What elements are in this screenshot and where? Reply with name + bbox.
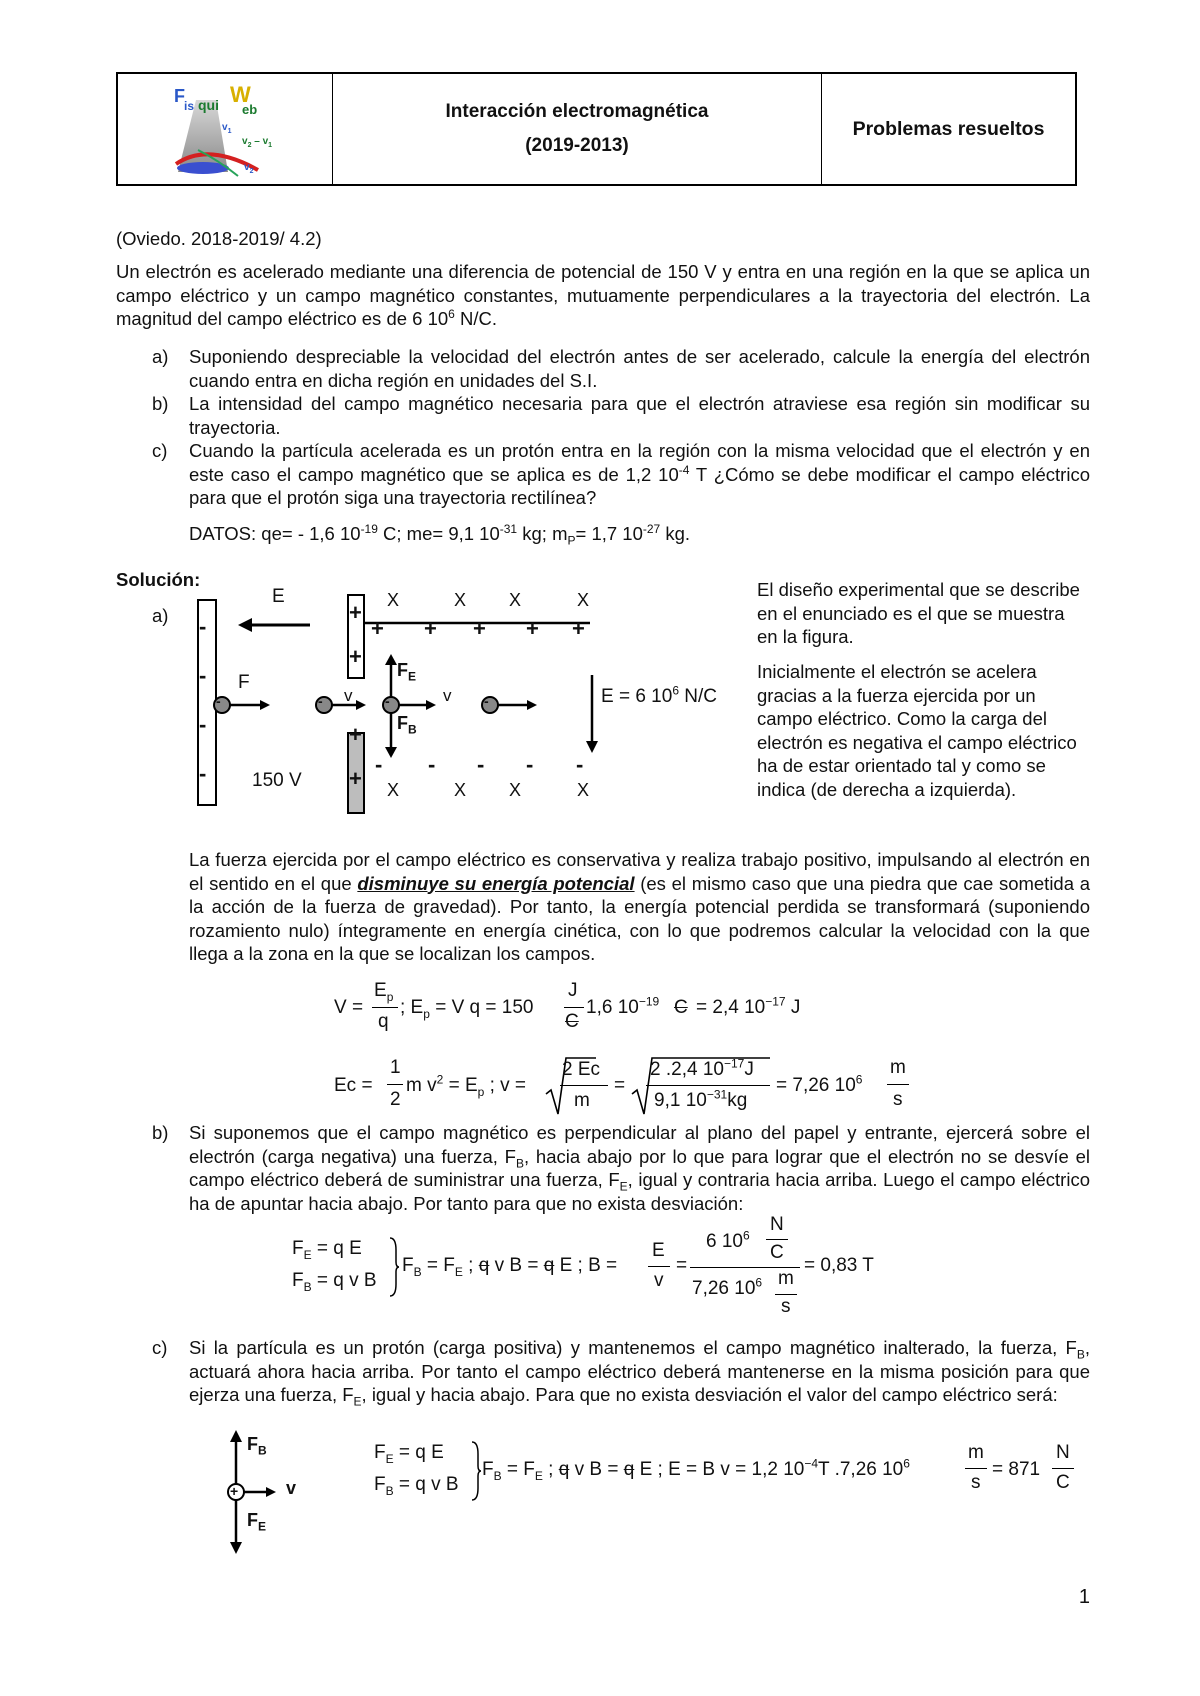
left-plate-minus-1: - bbox=[199, 614, 207, 639]
lower-plate-plus-1: + bbox=[349, 722, 362, 747]
fisquiweb-logo bbox=[168, 80, 298, 180]
upper-plate-plus-2: + bbox=[349, 644, 362, 669]
v-arrow-head-3 bbox=[527, 700, 537, 710]
doc-years: (2019-2013) bbox=[525, 135, 629, 156]
proton-sign: + bbox=[230, 1483, 239, 1499]
equation-4: $F_E = q$ E $F_B = q$ v B $F_B = F_E$ ; q v B = q E ; E = B v = 1,2 $10^{-4}T$ .7,26 $10^6$ m s = 871 N C bbox=[374, 1436, 1094, 1516]
fe-down-head bbox=[230, 1542, 242, 1554]
x-mark-top-1: X bbox=[387, 590, 400, 610]
diagram-v-label-1: v bbox=[344, 686, 353, 705]
x-mark-bottom-2: X bbox=[454, 780, 467, 800]
solution-heading: Solución: bbox=[116, 569, 201, 590]
side-text-1: El diseño experimental que se describe en el enunciado es el que se muestra en la figura. bbox=[757, 579, 1080, 647]
paragraph-c: Si la partícula es un protón (carga positiva) y mantenemos el campo magnético inalterado, la fuerza, $F_B$, actuará ahora hacia arriba. Por tanto el campo eléctrico deberá mantenerse en la misma posición para que ejerza una fuerza, $F_E$, igual y hacia abajo. Para que no exista desviación el valor del campo eléctrico será: bbox=[189, 1337, 1090, 1409]
problem-statement: Un electrón es acelerado mediante una diferencia de potencial de 150 V y entra en una región en la que se aplica un campo eléctrico y un campo magnético constantes, mutuamente perpendiculares a la trayectoria del electrón. La magnitud del campo eléctrico es de 6 $10^6$ N/C. bbox=[116, 261, 1090, 329]
x-mark-top-2: X bbox=[454, 590, 467, 610]
problem-source: (Oviedo. 2018-2019/ 4.2) bbox=[116, 228, 322, 249]
logo-label-v1: $v_1$ bbox=[222, 122, 232, 135]
doc-title: Interacción electromagnética bbox=[445, 101, 709, 122]
svg-text:F: F bbox=[174, 86, 185, 106]
diagram-c-fb-label: $F_B$ bbox=[247, 1434, 267, 1458]
solution-c-label: c) bbox=[152, 1337, 168, 1358]
item-c-text: Cuando la partícula acelerada es un protón entra en la región con la misma velocidad que el electrón y en este caso el campo magnético que se aplica es de 1,2 $10^{-4}$ T ¿Cómo se debe modificar el campo eléctrico para que el protón siga una trayectoria rectilínea? bbox=[189, 440, 1090, 508]
lower-minus-1: - bbox=[375, 752, 383, 777]
fb-arrow-head bbox=[385, 747, 397, 758]
equation-2: Ec = 1 2 m $v^2 = E_p$ ; v = 2 Ec m = 2 .2,4 $10^{-17}J$ 9,1 $10^{-31}kg$ = 7,26 $10^6$ m s bbox=[334, 1054, 934, 1124]
paragraph-a: La fuerza ejercida por el campo eléctrico es conservativa y realiza trabajo positivo, impulsando al electrón en el sentido en el que disminuye su energía potencial (es el mismo caso que una piedra que cae sometida a la acción de la fuerza de gravedad). Por tanto, la energía potencial perdida se transformará (suponiendo rozamiento nulo) íntegramente en energía cinética, con lo que podremos calcular la velocidad con la que llega a la zona en la que se localizan los campos. bbox=[189, 849, 1090, 964]
upper-line-plus-3: + bbox=[473, 616, 486, 641]
lower-minus-4: - bbox=[526, 752, 534, 777]
upper-line-plus-4: + bbox=[526, 616, 539, 641]
left-plate-minus-3: - bbox=[199, 712, 207, 737]
item-a-text: Suponiendo despreciable la velocidad del electrón antes de ser acelerado, calcule la energía del electrón cuando entra en dicha región en unidades del S.I. bbox=[189, 346, 1090, 391]
side-text-2: Inicialmente el electrón se acelera gracias a la fuerza ejercida por un campo eléctrico. Como la carga del electrón es negativa el campo eléctrico ha de estar orientado tal y como se indica (de derecha a izquierda). bbox=[757, 661, 1077, 800]
electron-start-sign: - bbox=[216, 693, 221, 709]
upper-line-plus-5: + bbox=[572, 616, 585, 641]
svg-text:is: is bbox=[184, 99, 195, 113]
x-mark-top-3: X bbox=[509, 590, 522, 610]
header-title-cell bbox=[333, 74, 822, 184]
item-a-label: a) bbox=[152, 346, 169, 367]
equation-1: V = $E_p$ q ; $E_p = V$ q = 150 J C 1,6 $10^{-19}$ C = 2,4 $10^{-17}$ J bbox=[334, 980, 801, 1032]
equation-3: $F_E = q$ E $F_B = q$ v B $F_B = F_E$ ; q v B = q E ; B = E v = 6 $10^6$ N C 7,26 $10^6$ m s = 0,83 T bbox=[292, 1214, 874, 1317]
x-mark-bottom-3: X bbox=[509, 780, 522, 800]
x-mark-top-4: X bbox=[577, 590, 590, 610]
paragraph-b: Si suponemos que el campo magnético es perpendicular al plano del papel y entrante, ejercerá sobre el electrón (carga negativa) una fuerza, $F_B$, hacia abajo por lo que para lograr que el electrón no se desvíe el campo eléctrico deberá de suministrar una fuerza, $F_E$, igual y contraria hacia arriba. Luego el campo eléctrico ha de apuntar hacia abajo. Por tanto para que no exista desviación: bbox=[189, 1122, 1090, 1214]
v-arrow-head-1 bbox=[356, 700, 366, 710]
upper-line-plus-1: + bbox=[371, 616, 384, 641]
v-right-head bbox=[266, 1487, 276, 1497]
x-mark-bottom-1: X bbox=[387, 780, 400, 800]
upper-plate-plus-1: + bbox=[349, 600, 362, 625]
diagram-fe-label: $F_E$ bbox=[397, 660, 417, 684]
logo-label-v2-v1: $v_2 - v_1$ bbox=[242, 136, 273, 149]
e-arrow-head bbox=[238, 618, 252, 632]
solution-b-label: b) bbox=[152, 1122, 169, 1143]
svg-text:W: W bbox=[230, 82, 251, 107]
item-b-label: b) bbox=[152, 393, 169, 414]
lower-minus-2: - bbox=[428, 752, 436, 777]
v-arrow-head-2 bbox=[426, 700, 436, 710]
svg-text:eb: eb bbox=[242, 102, 258, 117]
diagram-v-label-2: v bbox=[443, 686, 452, 705]
item-c-label: c) bbox=[152, 440, 168, 461]
fb-up-head bbox=[230, 1430, 242, 1442]
datos-line: DATOS: qe= - 1,6 $10^{-19}$ C; me= 9,1 $10^{-31}$ kg; $m_P= 1,7$ $10^{-27}$ kg. bbox=[189, 521, 691, 548]
electron-mid-sign: - bbox=[318, 693, 323, 709]
lower-minus-5: - bbox=[576, 752, 584, 777]
header-logo-cell bbox=[118, 74, 333, 184]
fe-arrow-head bbox=[385, 654, 397, 665]
page-number: 1 bbox=[1078, 1586, 1090, 1608]
solution-a-label: a) bbox=[152, 605, 169, 626]
emphasis-potential: disminuye su energía potencial bbox=[357, 872, 635, 894]
lower-plate-plus-2: + bbox=[349, 766, 362, 791]
electron-field-sign: - bbox=[385, 693, 390, 709]
logo-label-v2: $v_2$ bbox=[244, 162, 254, 175]
left-plate-minus-2: - bbox=[199, 663, 207, 688]
item-b-text: La intensidad del campo magnético necesaria para que el electrón atraviese esa región sin modificar su trayectoria. bbox=[189, 393, 1090, 438]
x-mark-bottom-4: X bbox=[577, 780, 590, 800]
diagram-field-value: E = 6 $10^6$ N/C bbox=[601, 683, 717, 707]
force-arrow-head bbox=[260, 700, 270, 710]
diagram-c-v-label: v bbox=[286, 1478, 297, 1498]
svg-text:qui: qui bbox=[198, 97, 219, 113]
header-box bbox=[116, 72, 1077, 186]
diagram-fb-label: $F_B$ bbox=[397, 713, 417, 737]
left-plate-minus-4: - bbox=[199, 761, 207, 786]
diagram-f-label: F bbox=[238, 672, 250, 693]
brace-1 bbox=[388, 1236, 400, 1298]
brace-2 bbox=[470, 1440, 482, 1502]
diagram-voltage-label: 150 V bbox=[252, 770, 302, 791]
lower-minus-3: - bbox=[477, 752, 485, 777]
diagram-c-fe-label: $F_E$ bbox=[247, 1510, 267, 1534]
doc-category: Problemas resueltos bbox=[852, 117, 1045, 140]
header-right-cell bbox=[822, 74, 1075, 184]
diagram-e-label: E bbox=[272, 586, 285, 607]
electron-end-sign: - bbox=[484, 693, 489, 709]
field-arrow-head bbox=[586, 741, 598, 753]
upper-line-plus-2: + bbox=[424, 616, 437, 641]
